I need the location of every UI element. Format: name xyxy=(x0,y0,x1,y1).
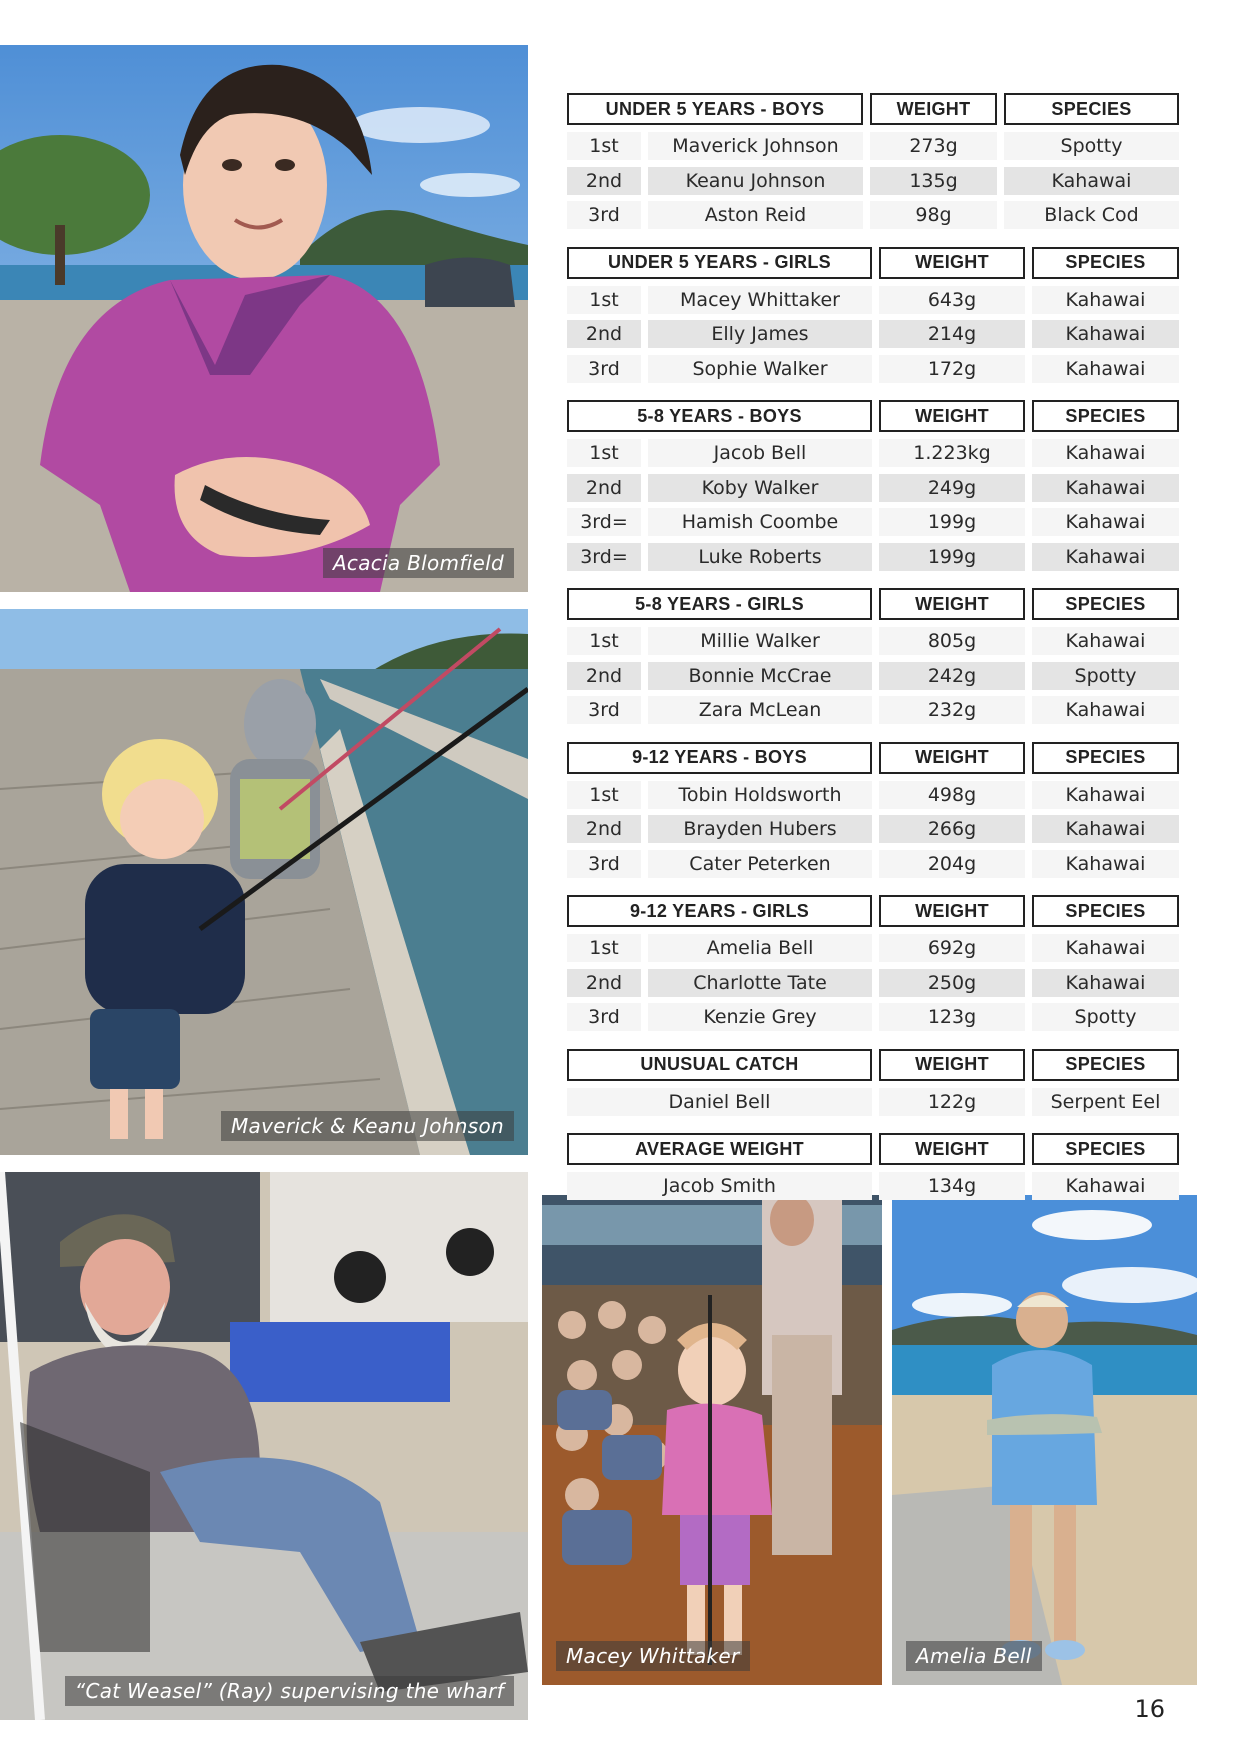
table-row xyxy=(567,931,1179,966)
photo-cat-weasel-ray xyxy=(0,1172,528,1720)
table-header xyxy=(567,1133,1179,1165)
table-under-5-girls xyxy=(567,247,1179,387)
table-row xyxy=(567,471,1179,506)
table-9-12-boys xyxy=(567,742,1179,882)
species-cell: Kahawai xyxy=(1032,474,1179,502)
table-row xyxy=(567,778,1179,813)
table-row xyxy=(567,847,1179,882)
name-cell: Jacob Bell xyxy=(648,439,872,467)
caption-macey: Macey Whittaker xyxy=(556,1641,750,1671)
table-row xyxy=(567,1085,1179,1120)
table-header xyxy=(567,400,1179,432)
weight-cell: 134g xyxy=(879,1172,1025,1200)
weight-cell: 249g xyxy=(879,474,1025,502)
weight-heading: WEIGHT xyxy=(879,588,1025,620)
species-cell: Kahawai xyxy=(1032,355,1179,383)
species-heading: SPECIES xyxy=(1004,93,1179,125)
name-cell: Bonnie McCrae xyxy=(648,662,872,690)
table-9-12-girls xyxy=(567,895,1179,1035)
species-cell: Spotty xyxy=(1032,662,1179,690)
caption-johnsons: Maverick & Keanu Johnson xyxy=(221,1111,514,1141)
species-cell: Spotty xyxy=(1032,1003,1179,1031)
table-5-8-boys xyxy=(567,400,1179,574)
species-cell: Kahawai xyxy=(1032,696,1179,724)
table-header xyxy=(567,1049,1179,1081)
name-cell: Zara McLean xyxy=(648,696,872,724)
name-cell: Millie Walker xyxy=(648,627,872,655)
photo-amelia-bell xyxy=(892,1195,1197,1685)
name-cell: Hamish Coombe xyxy=(648,508,872,536)
species-cell: Kahawai xyxy=(1032,934,1179,962)
species-cell: Kahawai xyxy=(1032,781,1179,809)
macey-photo-image xyxy=(542,1195,882,1685)
weight-heading: WEIGHT xyxy=(879,895,1025,927)
place-cell: 1st xyxy=(567,132,641,160)
name-cell: Brayden Hubers xyxy=(648,815,872,843)
name-cell: Luke Roberts xyxy=(648,543,872,571)
place-cell: 2nd xyxy=(567,474,641,502)
weight-cell: 232g xyxy=(879,696,1025,724)
name-cell: Cater Peterken xyxy=(648,850,872,878)
species-heading: SPECIES xyxy=(1032,247,1179,279)
place-cell: 3rd= xyxy=(567,508,641,536)
species-cell: Kahawai xyxy=(1032,850,1179,878)
page-number: 16 xyxy=(1134,1695,1165,1723)
species-cell: Kahawai xyxy=(1032,439,1179,467)
table-average-weight xyxy=(567,1133,1179,1204)
name-cell: Keanu Johnson xyxy=(648,167,863,195)
acacia-photo-image xyxy=(0,45,528,592)
species-cell: Kahawai xyxy=(1032,320,1179,348)
name-cell: Elly James xyxy=(648,320,872,348)
species-heading: SPECIES xyxy=(1032,400,1179,432)
table-row xyxy=(567,198,1179,233)
table-row xyxy=(567,436,1179,471)
place-cell: 1st xyxy=(567,439,641,467)
place-cell: 3rd xyxy=(567,1003,641,1031)
photo-maverick-keanu-johnson xyxy=(0,609,528,1155)
weight-cell: 98g xyxy=(870,201,997,229)
species-cell: Kahawai xyxy=(1032,815,1179,843)
place-cell: 2nd xyxy=(567,815,641,843)
caption-acacia: Acacia Blomfield xyxy=(323,548,514,578)
johnsons-photo-image xyxy=(0,609,528,1155)
results-tables xyxy=(567,93,1179,1218)
species-cell: Kahawai xyxy=(1032,1172,1179,1200)
place-cell: 2nd xyxy=(567,167,641,195)
weight-cell: 266g xyxy=(879,815,1025,843)
weight-heading: WEIGHT xyxy=(879,1049,1025,1081)
table-row xyxy=(567,540,1179,575)
weight-cell: 199g xyxy=(879,543,1025,571)
table-header xyxy=(567,742,1179,774)
weight-cell: 805g xyxy=(879,627,1025,655)
weight-cell: 242g xyxy=(879,662,1025,690)
name-cell: Sophie Walker xyxy=(648,355,872,383)
species-cell: Kahawai xyxy=(1032,543,1179,571)
place-cell: 3rd xyxy=(567,355,641,383)
species-heading: SPECIES xyxy=(1032,742,1179,774)
name-cell: Maverick Johnson xyxy=(648,132,863,160)
weight-cell: 1.223kg xyxy=(879,439,1025,467)
species-heading: SPECIES xyxy=(1032,1049,1179,1081)
table-row xyxy=(567,505,1179,540)
place-cell: 1st xyxy=(567,627,641,655)
name-cell: Kenzie Grey xyxy=(648,1003,872,1031)
table-row xyxy=(567,693,1179,728)
weight-cell: 172g xyxy=(879,355,1025,383)
weight-cell: 214g xyxy=(879,320,1025,348)
species-heading: SPECIES xyxy=(1032,895,1179,927)
category-heading: 9-12 YEARS - GIRLS xyxy=(567,895,872,927)
species-heading: SPECIES xyxy=(1032,588,1179,620)
place-cell: 3rd= xyxy=(567,543,641,571)
table-row xyxy=(567,317,1179,352)
weight-heading: WEIGHT xyxy=(879,400,1025,432)
weight-cell: 122g xyxy=(879,1088,1025,1116)
species-cell: Spotty xyxy=(1004,132,1179,160)
table-row xyxy=(567,164,1179,199)
place-cell: 3rd xyxy=(567,850,641,878)
weight-cell: 135g xyxy=(870,167,997,195)
weight-cell: 692g xyxy=(879,934,1025,962)
table-row xyxy=(567,352,1179,387)
table-header xyxy=(567,93,1179,125)
caption-ray: “Cat Weasel” (Ray) supervising the wharf xyxy=(65,1676,514,1706)
table-row xyxy=(567,966,1179,1001)
place-cell: 1st xyxy=(567,286,641,314)
weight-cell: 123g xyxy=(879,1003,1025,1031)
name-cell: Tobin Holdsworth xyxy=(648,781,872,809)
weight-cell: 204g xyxy=(879,850,1025,878)
table-row xyxy=(567,624,1179,659)
table-row xyxy=(567,812,1179,847)
name-cell: Jacob Smith xyxy=(567,1172,872,1200)
place-cell: 3rd xyxy=(567,201,641,229)
species-cell: Kahawai xyxy=(1032,627,1179,655)
weight-heading: WEIGHT xyxy=(879,1133,1025,1165)
category-heading: 5-8 YEARS - GIRLS xyxy=(567,588,872,620)
weight-heading: WEIGHT xyxy=(879,247,1025,279)
species-heading: SPECIES xyxy=(1032,1133,1179,1165)
weight-heading: WEIGHT xyxy=(879,742,1025,774)
species-cell: Kahawai xyxy=(1032,969,1179,997)
name-cell: Amelia Bell xyxy=(648,934,872,962)
name-cell: Macey Whittaker xyxy=(648,286,872,314)
category-heading: AVERAGE WEIGHT xyxy=(567,1133,872,1165)
photo-macey-whittaker xyxy=(542,1195,882,1685)
category-heading: UNDER 5 YEARS - GIRLS xyxy=(567,247,872,279)
place-cell: 3rd xyxy=(567,696,641,724)
table-row xyxy=(567,1169,1179,1204)
table-row xyxy=(567,129,1179,164)
place-cell: 2nd xyxy=(567,969,641,997)
place-cell: 1st xyxy=(567,934,641,962)
place-cell: 1st xyxy=(567,781,641,809)
caption-amelia: Amelia Bell xyxy=(906,1641,1042,1671)
weight-cell: 273g xyxy=(870,132,997,160)
photo-acacia-blomfield xyxy=(0,45,528,592)
name-cell: Daniel Bell xyxy=(567,1088,872,1116)
name-cell: Aston Reid xyxy=(648,201,863,229)
category-heading: UNDER 5 YEARS - BOYS xyxy=(567,93,863,125)
species-cell: Black Cod xyxy=(1004,201,1179,229)
species-cell: Serpent Eel xyxy=(1032,1088,1179,1116)
category-heading: 5-8 YEARS - BOYS xyxy=(567,400,872,432)
table-5-8-girls xyxy=(567,588,1179,728)
table-row xyxy=(567,1000,1179,1035)
species-cell: Kahawai xyxy=(1032,286,1179,314)
place-cell: 2nd xyxy=(567,662,641,690)
species-cell: Kahawai xyxy=(1032,508,1179,536)
name-cell: Charlotte Tate xyxy=(648,969,872,997)
weight-cell: 643g xyxy=(879,286,1025,314)
table-header xyxy=(567,895,1179,927)
table-header xyxy=(567,588,1179,620)
weight-cell: 498g xyxy=(879,781,1025,809)
weight-cell: 199g xyxy=(879,508,1025,536)
name-cell: Koby Walker xyxy=(648,474,872,502)
place-cell: 2nd xyxy=(567,320,641,348)
weight-cell: 250g xyxy=(879,969,1025,997)
category-heading: UNUSUAL CATCH xyxy=(567,1049,872,1081)
species-cell: Kahawai xyxy=(1004,167,1179,195)
table-under-5-boys xyxy=(567,93,1179,233)
table-row xyxy=(567,283,1179,318)
weight-heading: WEIGHT xyxy=(870,93,997,125)
category-heading: 9-12 YEARS - BOYS xyxy=(567,742,872,774)
table-header xyxy=(567,247,1179,279)
ray-photo-image xyxy=(0,1172,528,1720)
table-row xyxy=(567,659,1179,694)
amelia-photo-image xyxy=(892,1195,1197,1685)
table-unusual-catch xyxy=(567,1049,1179,1120)
